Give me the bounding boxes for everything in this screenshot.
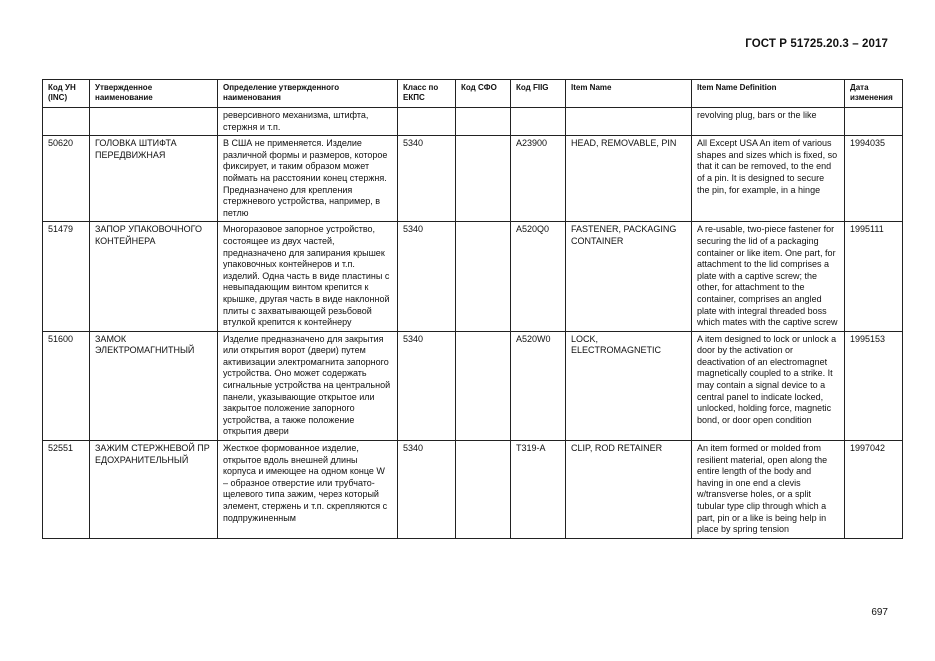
cell-fiig: A23900: [511, 136, 566, 222]
cell-name: ЗАМОК ЭЛЕКТРОМАГНИТНЫЙ: [90, 331, 218, 440]
cell-item-name: FASTENER, PACKAGING CONTAINER: [566, 222, 692, 331]
column-header-name: Утвержденное наименование: [90, 80, 218, 108]
cell-definition: В США не применяется. Изделие различной формы и размеров, которое фиксирует, и таким образом может поймать на расстоянии конец стержня. Предназначено для крепления стержневого устройства, например, в петлю: [218, 136, 398, 222]
cell-fiig: T319-A: [511, 441, 566, 539]
column-header-inc: Код УН (INC): [43, 80, 90, 108]
table-header-row: [43, 80, 903, 108]
cell-class: 5340: [398, 331, 456, 440]
column-header-class: Класс по ЕКПС: [398, 80, 456, 108]
cell-inc: 51600: [43, 331, 90, 440]
cell-date: 1995153: [845, 331, 903, 440]
cell-fiig: A520Q0: [511, 222, 566, 331]
table-row: [43, 441, 903, 539]
cell-item-definition: A re-usable, two-piece fastener for securing the lid of a packaging container or like item. One part, for attachment to the lid comprises a plate with a captive screw; the other, for attachment to the container, comprises an angled plate with integral threaded boss which mates with the captive screw: [692, 222, 845, 331]
cell-item-definition: An item formed or molded from resilient material, open along the entire length of the body and having in one end a clevis w/transverse holes, or a split tubular type clip through which a part, pin or a like is being help in place by spring tension: [692, 441, 845, 539]
cell-item-name: [566, 108, 692, 136]
table-row: [43, 331, 903, 440]
cell-sfo: [456, 441, 511, 539]
cell-fiig: [511, 108, 566, 136]
cell-inc: 51479: [43, 222, 90, 331]
cell-date: 1995111: [845, 222, 903, 331]
table-row: [43, 222, 903, 331]
cell-item-definition: revolving plug, bars or the like: [692, 108, 845, 136]
cell-definition: реверсивного механизма, штифта, стержня и т.п.: [218, 108, 398, 136]
cell-class: 5340: [398, 136, 456, 222]
cell-definition: Многоразовое запорное устройство, состоящее из двух частей, предназначено для запирания крышек упаковочных контейнеров и т.п. изделий. Одна часть в виде пластины с невыпадающим винтом крепится к крышке, другая часть в виде наклонной плиты с захватывающей резьбовой втулкой крепится к контейнеру: [218, 222, 398, 331]
cell-item-name: CLIP, ROD RETAINER: [566, 441, 692, 539]
column-header-item-definition: Item Name Definition: [692, 80, 845, 108]
cell-sfo: [456, 136, 511, 222]
cell-sfo: [456, 222, 511, 331]
cell-item-definition: All Except USA An item of various shapes and sizes which is fixed, so that it can be removed, to the end of a pin. It is designed to secure the pin, for example, in a hinge: [692, 136, 845, 222]
cell-name: ГОЛОВКА ШТИФТА ПЕРЕДВИЖНАЯ: [90, 136, 218, 222]
cell-class: 5340: [398, 441, 456, 539]
page-number: 697: [871, 607, 888, 618]
catalog-table: [42, 79, 903, 539]
cell-inc: 50620: [43, 136, 90, 222]
cell-fiig: A520W0: [511, 331, 566, 440]
cell-item-name: LOCK, ELECTROMAGNETIC: [566, 331, 692, 440]
cell-inc: 52551: [43, 441, 90, 539]
column-header-sfo: Код СФО: [456, 80, 511, 108]
column-header-date: Дата изменения: [845, 80, 903, 108]
column-header-definition: Определение утвержденного наименования: [218, 80, 398, 108]
table-row: [43, 108, 903, 136]
cell-definition: Изделие предназначено для закрытия или открытия ворот (двери) путем активизации электромагнита запорного устройства. Оно может содержать сигнальные устройства на центральной панели, указывающие открытое или закрытое положение запорного устройства, а также положение открытия двери: [218, 331, 398, 440]
cell-date: 1997042: [845, 441, 903, 539]
column-header-fiig: Код FIIG: [511, 80, 566, 108]
cell-item-name: HEAD, REMOVABLE, PIN: [566, 136, 692, 222]
cell-class: 5340: [398, 222, 456, 331]
cell-class: [398, 108, 456, 136]
document-header: ГОСТ Р 51725.20.3 – 2017: [745, 38, 888, 50]
cell-name: [90, 108, 218, 136]
cell-sfo: [456, 331, 511, 440]
cell-sfo: [456, 108, 511, 136]
cell-name: ЗАЖИМ СТЕРЖНЕВОЙ ПРЕДОХРАНИТЕЛЬНЫЙ: [90, 441, 218, 539]
cell-date: 1994035: [845, 136, 903, 222]
cell-item-definition: A item designed to lock or unlock a door by the activation or deactivation of an electromagnet magnetically coupled to a strike. It may contain a signal device to a central panel to indicate locked, unlocked, holding force, magnetic bond, or door open condition: [692, 331, 845, 440]
cell-inc: [43, 108, 90, 136]
cell-name: ЗАПОР УПАКОВОЧНОГО КОНТЕЙНЕРА: [90, 222, 218, 331]
column-header-item-name: Item Name: [566, 80, 692, 108]
cell-date: [845, 108, 903, 136]
cell-definition: Жесткое формованное изделие, открытое вдоль внешней длины корпуса и имеющее на одном конце W – образное отверстие или трубчато-щелевого типа зажим, через который элемент, стержень и т.п. скрепляются с подпружиненным: [218, 441, 398, 539]
table-row: [43, 136, 903, 222]
